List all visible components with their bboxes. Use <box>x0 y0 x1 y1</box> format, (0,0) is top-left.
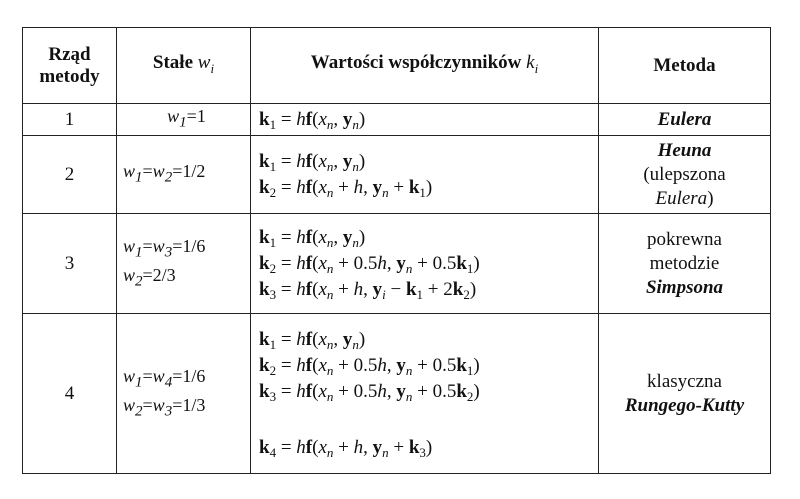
method-note-italic: Eulera <box>655 187 708 209</box>
method-note-2 <box>599 187 770 211</box>
header-order-line1: Rząd <box>48 43 91 65</box>
header-constants-label: Stałe <box>152 51 194 73</box>
header-order <box>23 28 117 104</box>
header-constants-symbol: w <box>197 51 211 73</box>
method-note: klasyczna <box>647 370 722 392</box>
equation-k1: $k_1 = hf(x_n$, $y_n$) <box>259 150 366 174</box>
order-cell: 2 <box>23 136 117 214</box>
header-order-line2: metody <box>39 65 100 87</box>
method-note: pokrewna <box>647 228 722 250</box>
constant-formula: $w_2=2/3$ <box>123 264 176 290</box>
constant-formula: $w_1=1$ <box>167 106 206 131</box>
method-name: Simpsona <box>645 276 724 298</box>
header-coefficients-symbol: k <box>526 51 535 73</box>
table-row <box>23 214 771 314</box>
equation-k1: $k_1 = hf(x_n$, $y_n$) <box>259 226 366 250</box>
header-constants-sub: i <box>210 60 215 76</box>
constant-formula: $w_1=w_3=1/6$ <box>123 235 206 261</box>
constant-formula: $w_2=w_3=1/3$ <box>123 394 206 420</box>
constants-cell <box>117 314 251 474</box>
equation-k1: $k_1 = hf(x_n$, $y_n$) <box>259 108 366 132</box>
equations-cell <box>251 214 599 314</box>
equations-cell <box>251 314 599 474</box>
order-cell: 3 <box>23 214 117 314</box>
order-cell: 1 <box>23 104 117 136</box>
method-note-2: metodzie <box>649 252 720 274</box>
constants-cell <box>117 136 251 214</box>
equation-k1: $k_1 = hf(x_n$, $y_n$) <box>259 328 366 352</box>
table-row <box>23 104 771 136</box>
method-name: Heuna <box>657 139 712 161</box>
constants-cell <box>117 104 251 136</box>
equation-k2: $k_2 = hf(x_n + 0.5h$, $y_n + 0.5k_1$) <box>259 354 480 378</box>
header-constants <box>117 28 251 104</box>
rk-methods-table <box>22 27 771 474</box>
equation-k3: $k_3 = hf(x_n + h$, $y_i - k_1 + 2k_2$) <box>259 278 477 302</box>
method-name: Eulera <box>657 108 712 130</box>
equation-k2: $k_2 = hf(x_n + 0.5h$, $y_n + 0.5k_1$) <box>259 252 480 276</box>
equations-cell <box>251 104 599 136</box>
method-cell <box>599 314 771 474</box>
method-name: Rungego-Kutty <box>624 394 745 416</box>
header-coefficients-sub: i <box>534 60 539 76</box>
header-coefficients <box>251 28 599 104</box>
method-note-close: ) <box>707 187 714 209</box>
equation-k3: $k_3 = hf(x_n + 0.5h$, $y_n + 0.5k_2$) <box>259 380 480 404</box>
header-method: Metoda <box>599 28 771 104</box>
order-cell: 4 <box>23 314 117 474</box>
method-cell <box>599 104 771 136</box>
table-row <box>23 314 771 474</box>
constants-cell <box>117 214 251 314</box>
header-row <box>23 28 771 104</box>
equation-gap <box>259 405 598 435</box>
method-cell <box>599 214 771 314</box>
header-coefficients-label: Wartości współczynników <box>310 51 522 73</box>
table-row <box>23 136 771 214</box>
method-note: (ulepszona <box>643 163 726 185</box>
equation-k2: $k_2 = hf(x_n + h$, $y_n + k_1$) <box>259 176 433 200</box>
constant-formula: $w_1=w_4=1/6$ <box>123 365 206 391</box>
equation-k4: $k_4 = hf(x_n + h$, $y_n + k_3$) <box>259 436 433 460</box>
method-cell <box>599 136 771 214</box>
constant-formula: $w_1=w_2=1/2$ <box>123 161 206 186</box>
equations-cell <box>251 136 599 214</box>
